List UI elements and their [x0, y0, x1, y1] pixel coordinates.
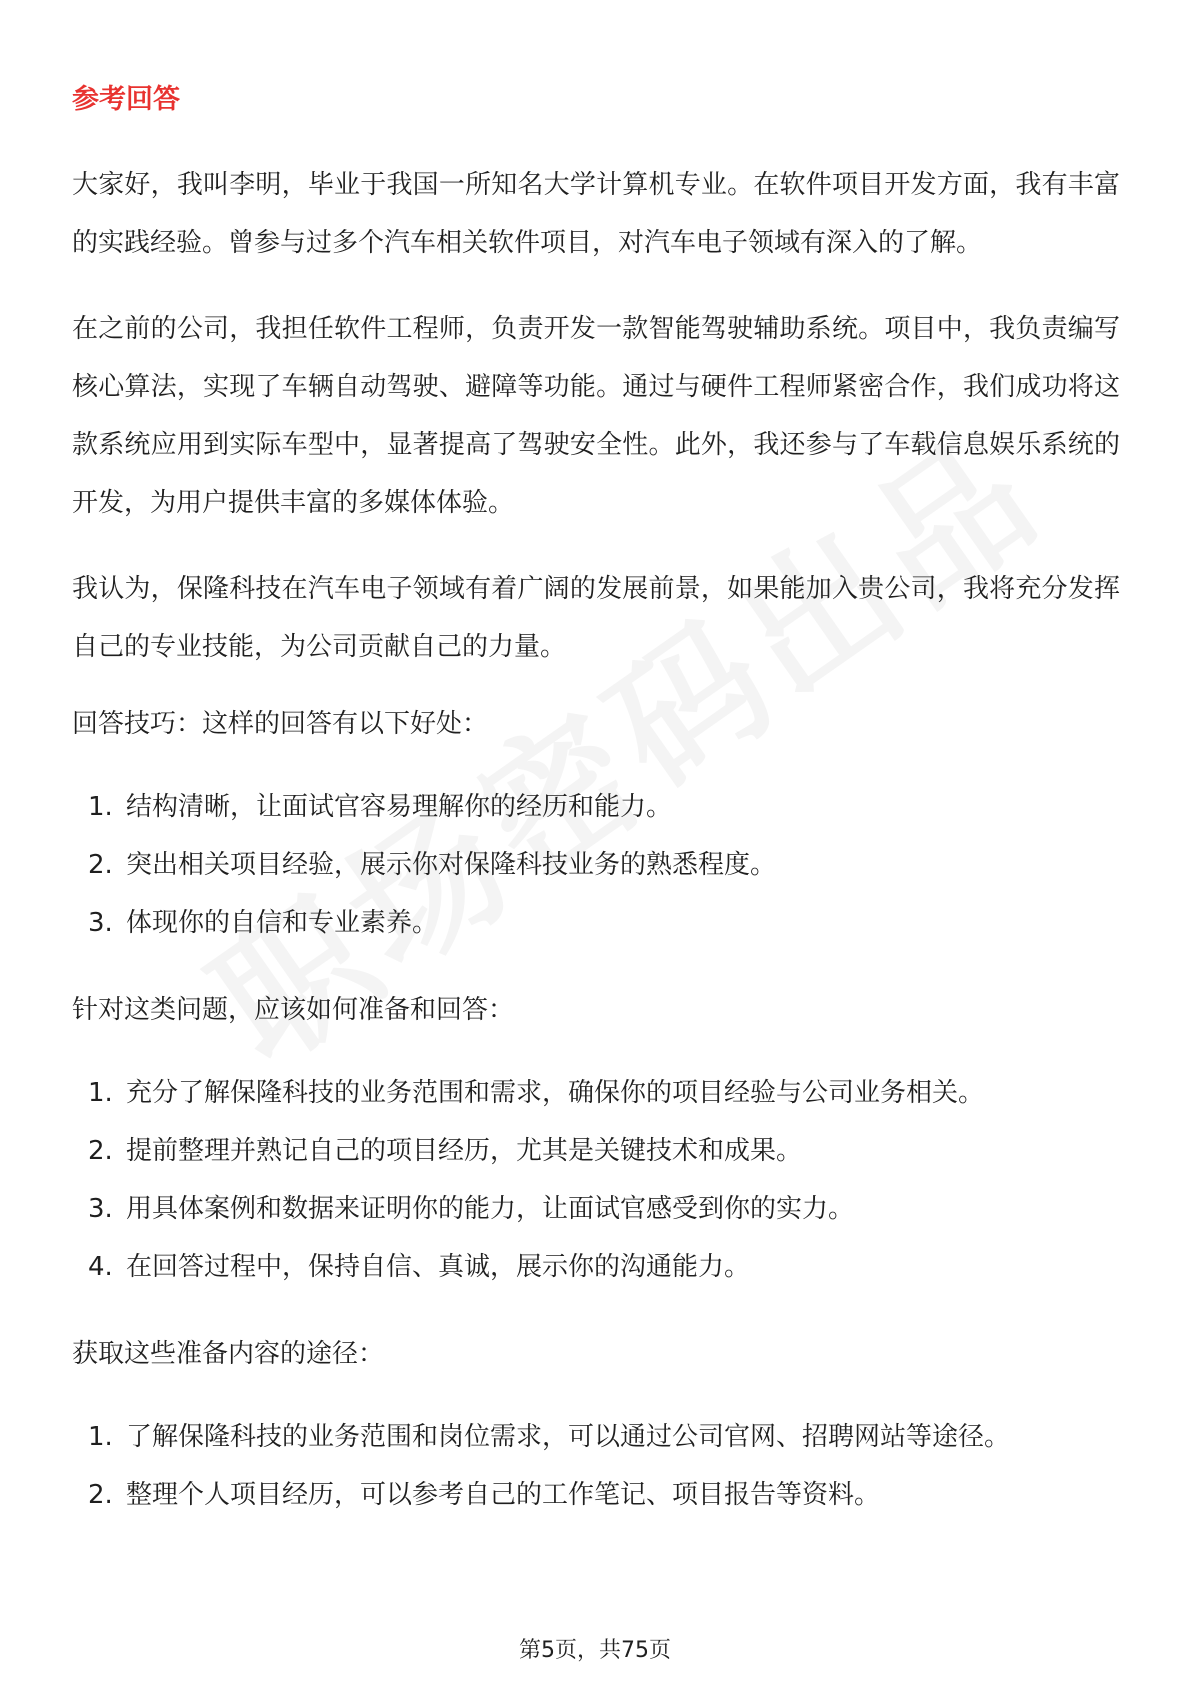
- list-item: [72, 1122, 1120, 1180]
- list-item: [72, 894, 1120, 952]
- list-item: [72, 778, 1120, 836]
- list-item: [72, 1064, 1120, 1122]
- list-number: 2.: [88, 1136, 113, 1166]
- list-number: 3.: [88, 1194, 113, 1224]
- list-number: 2.: [88, 850, 113, 880]
- list-number: 2.: [88, 1480, 113, 1510]
- list-number: 1.: [88, 792, 113, 822]
- paragraph-motivation: 我认为，保隆科技在汽车电子领域有着广阔的发展前景，如果能加入贵公司，我将充分发挥自己的专业技能，为公司贡献自己的力量。: [72, 574, 1120, 662]
- list-text: 充分了解保隆科技的业务范围和需求，确保你的项目经验与公司业务相关。: [126, 1078, 985, 1108]
- paragraph-experience: 在之前的公司，我担任软件工程师，负责开发一款智能驾驶辅助系统。项目中，我负责编写核心算法，实现了车辆自动驾驶、避障等功能。通过与硬件工程师紧密合作，我们成功将这款系统应用到实际车型中，显著提高了驾驶安全性。此外，我还参与了车载信息娱乐系统的开发，为用户提供丰富的多媒体体验。: [72, 314, 1120, 518]
- content-area: [72, 80, 1120, 1562]
- list-text: 用具体案例和数据来证明你的能力，让面试官感受到你的实力。: [126, 1194, 855, 1224]
- list-text: 了解保隆科技的业务范围和岗位需求，可以通过公司官网、招聘网站等途径。: [126, 1422, 1011, 1452]
- list-number: 3.: [88, 908, 113, 938]
- list-item: [72, 836, 1120, 894]
- list-item: [72, 1466, 1120, 1524]
- list-text: 提前整理并熟记自己的项目经历，尤其是关键技术和成果。: [126, 1136, 803, 1166]
- list-number: 1.: [88, 1078, 113, 1108]
- list-item: [72, 1180, 1120, 1238]
- preparation-label: 针对这类问题，应该如何准备和回答：: [72, 995, 515, 1025]
- list-text: 体现你的自信和专业素养。: [126, 908, 439, 938]
- list-item: [72, 1408, 1120, 1466]
- paragraph-intro: 大家好，我叫李明，毕业于我国一所知名大学计算机专业。在软件项目开发方面，我有丰富的实践经验。曾参与过多个汽车相关软件项目，对汽车电子领域有深入的了解。: [72, 170, 1120, 258]
- page-footer: 第5页，共75页: [519, 1638, 671, 1663]
- sources-label: 获取这些准备内容的途径：: [72, 1339, 385, 1369]
- section-heading: 参考回答: [72, 84, 180, 115]
- list-number: 4.: [88, 1252, 113, 1282]
- list-number: 1.: [88, 1422, 113, 1452]
- list-text: 在回答过程中，保持自信、真诚，展示你的沟通能力。: [126, 1252, 751, 1282]
- preparation-list: [72, 1064, 1120, 1296]
- list-text: 整理个人项目经历，可以参考自己的工作笔记、项目报告等资料。: [126, 1480, 881, 1510]
- list-item: [72, 1238, 1120, 1296]
- tips-label: 回答技巧：这样的回答有以下好处：: [72, 709, 489, 739]
- sources-list: [72, 1408, 1120, 1524]
- tips-list: [72, 778, 1120, 952]
- list-text: 突出相关项目经验，展示你对保隆科技业务的熟悉程度。: [126, 850, 777, 880]
- list-text: 结构清晰，让面试官容易理解你的经历和能力。: [126, 792, 673, 822]
